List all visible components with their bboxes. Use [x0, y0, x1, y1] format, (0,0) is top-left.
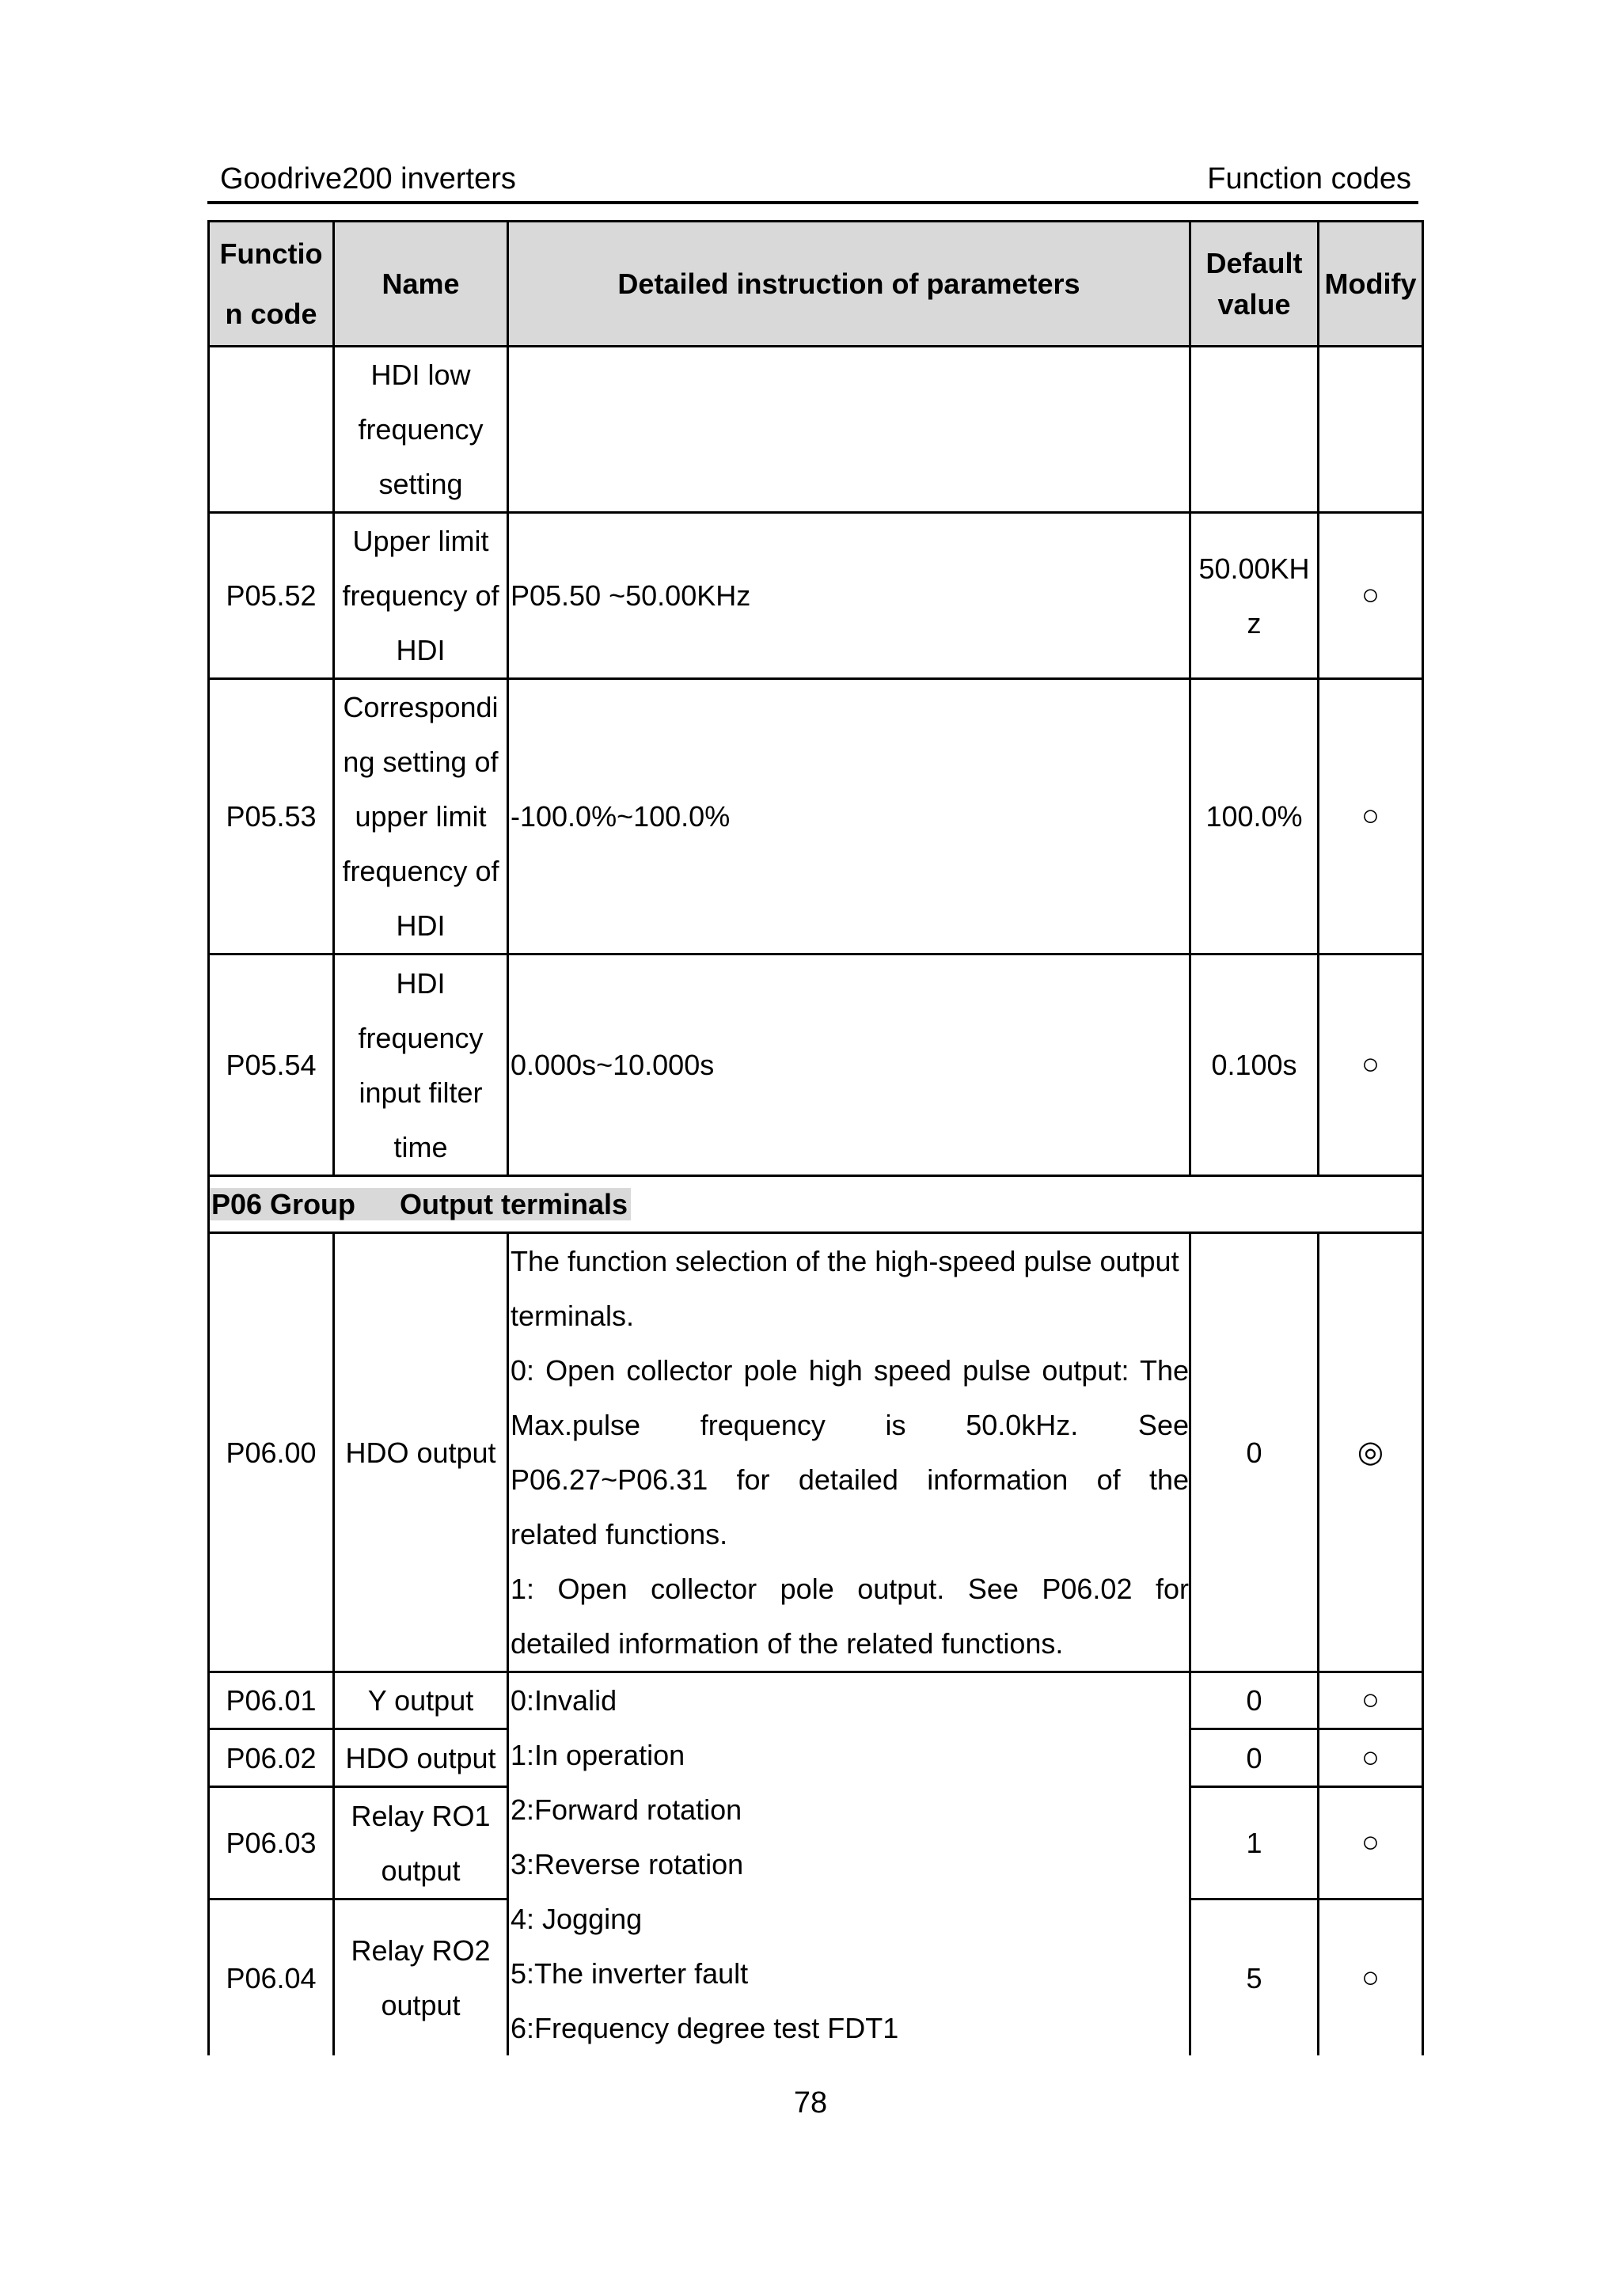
function-code-cell: P06.00 [209, 1233, 334, 1672]
function-code-cell: P05.52 [209, 513, 334, 679]
column-header-name: Name [334, 222, 508, 347]
modify-symbol-cell [1319, 347, 1423, 513]
column-header-function-code: Functio n code [209, 222, 334, 347]
parameter-detail-cell: 0.000s~10.000s [508, 954, 1190, 1176]
option-line: 5:The inverter fault [511, 1957, 749, 1990]
default-value-cell: 50.00KH z [1190, 513, 1319, 679]
group-heading-label: P06 Group Output terminals [210, 1188, 631, 1220]
parameter-table [207, 220, 1424, 2055]
modify-symbol-cell: ○ [1319, 1899, 1423, 2055]
parameter-detail-cell: P05.50 ~50.00KHz [508, 513, 1190, 679]
default-value-cell: 100.0% [1190, 679, 1319, 954]
parameter-name-cell: HDI frequency input filter time [334, 954, 508, 1176]
option-line: 2:Forward rotation [511, 1793, 742, 1826]
parameter-name-cell: HDO output [334, 1233, 508, 1672]
page-number: 78 [793, 2086, 828, 2120]
parameter-name-cell: Correspondi ng setting of upper limit frequency of HDI [334, 679, 508, 954]
group-heading-row [209, 1176, 1423, 1233]
default-value-cell: 1 [1190, 1786, 1319, 1899]
column-header-modify: Modify [1319, 222, 1423, 347]
parameter-name-cell: Relay RO1 output [334, 1786, 508, 1899]
header-section-title: Function codes [1207, 162, 1411, 195]
default-value-cell: 0 [1190, 1233, 1319, 1672]
parameter-detail-cell [508, 347, 1190, 513]
table-row [209, 1672, 1423, 1729]
default-value-cell: 5 [1190, 1899, 1319, 2055]
option-line: 6:Frequency degree test FDT1 [511, 2012, 899, 2044]
table-row [209, 347, 1423, 513]
modify-symbol-cell: ○ [1319, 1786, 1423, 1899]
option-line: 3:Reverse rotation [511, 1848, 744, 1880]
table-row [209, 1233, 1423, 1672]
default-value-cell: 0 [1190, 1672, 1319, 1729]
option-line: 1:In operation [511, 1739, 685, 1771]
function-code-cell: P06.03 [209, 1786, 334, 1899]
table-row [209, 954, 1423, 1176]
table-row [209, 679, 1423, 954]
header-rule [207, 201, 1418, 204]
column-header-detail: Detailed instruction of parameters [508, 222, 1190, 347]
header-manual-title: Goodrive200 inverters [220, 162, 516, 195]
parameter-name-cell: Y output [334, 1672, 508, 1729]
function-code-cell: P06.04 [209, 1899, 334, 2055]
function-code-cell: P05.54 [209, 954, 334, 1176]
option-line: 4: Jogging [511, 1903, 643, 1935]
option-line: 0:Invalid [511, 1684, 617, 1717]
parameter-detail-cell: -100.0%~100.0% [508, 679, 1190, 954]
parameter-name-cell: Relay RO2 output [334, 1899, 508, 2055]
column-header-default-value: Default value [1190, 222, 1319, 347]
group-heading-cell [209, 1176, 1423, 1233]
parameter-name-cell: HDO output [334, 1729, 508, 1786]
modify-symbol-cell: ◎ [1319, 1233, 1423, 1672]
table-row [209, 513, 1423, 679]
parameter-detail-cell: The function selection of the high-speed pulse output terminals. 0: Open collector pole high speed pulse output: The Max.pulse frequency is 50.0kHz. See P06.27~P06.31 for detailed information of the related functions. 1: Open collector pole output. See P06.02 for detailed information of the related functions. [508, 1233, 1190, 1672]
modify-symbol-cell: ○ [1319, 679, 1423, 954]
default-value-cell [1190, 347, 1319, 513]
modify-symbol-cell: ○ [1319, 954, 1423, 1176]
parameter-name-cell: HDI low frequency setting [334, 347, 508, 513]
modify-symbol-cell: ○ [1319, 513, 1423, 679]
modify-symbol-cell: ○ [1319, 1672, 1423, 1729]
function-code-cell: P05.53 [209, 679, 334, 954]
function-code-cell: P06.01 [209, 1672, 334, 1729]
function-code-cell [209, 347, 334, 513]
parameter-name-cell: Upper limit frequency of HDI [334, 513, 508, 679]
default-value-cell: 0.100s [1190, 954, 1319, 1176]
output-options-cell [508, 1672, 1190, 2056]
table-header-row [209, 222, 1423, 347]
default-value-cell: 0 [1190, 1729, 1319, 1786]
modify-symbol-cell: ○ [1319, 1729, 1423, 1786]
function-code-cell: P06.02 [209, 1729, 334, 1786]
